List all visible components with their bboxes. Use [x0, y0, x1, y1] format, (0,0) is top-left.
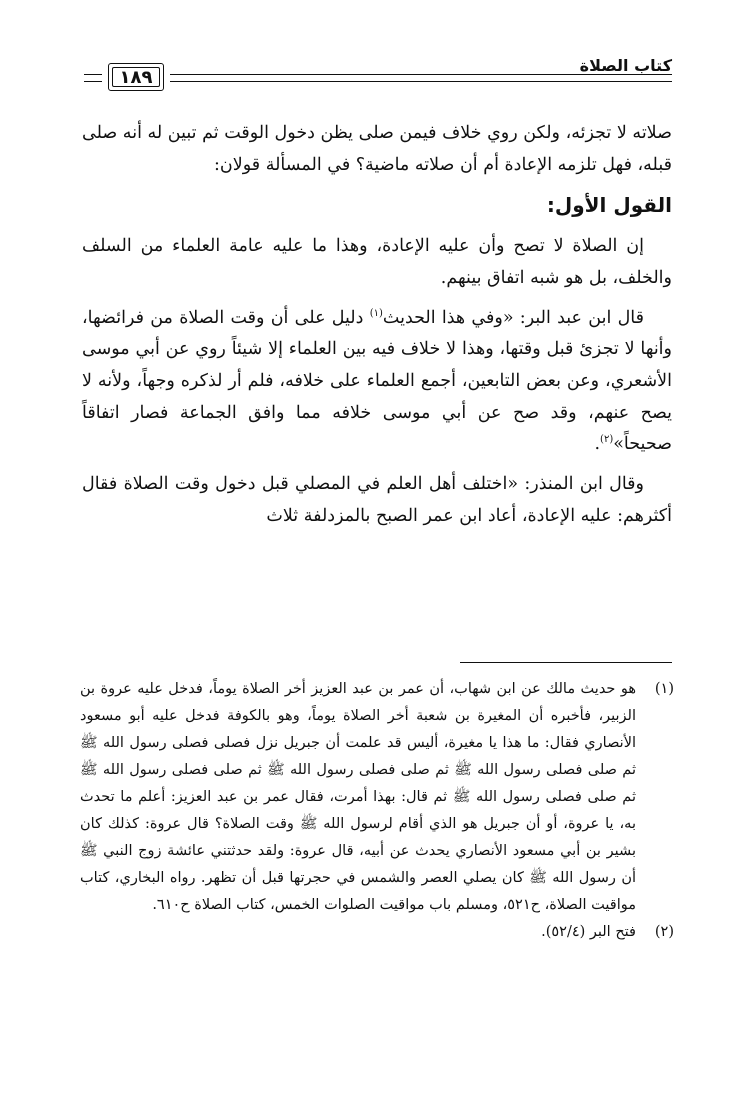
page-number [108, 63, 164, 91]
footnotes [80, 676, 674, 946]
footnote-text: هو حديث مالك عن ابن شهاب، أن عمر بن عبد العزيز أخر الصلاة يوماً، فدخل عليه عروة بن الزبير، فأخبره أن المغيرة بن شعبة أخر الصلاة يوماً، وهو بالكوفة فدخل عليه أبو مسعود الأنصاري فقال: ما هذا يا مغيرة، أليس قد علمت أن جبريل نزل فصلى فصلى رسول الله ﷺ ثم صلى فصلى رسول الله ﷺ ثم صلى فصلى رسول الله ﷺ ثم صلى فصلى رسول الله ﷺ ثم صلى فصلى رسول الله ﷺ ثم قال: بهذا أمرت، فقال عمر بن عبد العزيز: أعلم ما تحدث به، يا عروة، أو أن جبريل هو الذي أقام لرسول الله ﷺ وقت الصلاة؟ قال عروة: كذلك كان بشير بن أبي مسعود الأنصاري يحدث عن أبيه، قال عروة: ولقد حدثتني عائشة زوج النبي ﷺ أن رسول الله ﷺ كان يصلي العصر والشمس في حجرتها قبل أن تظهر. رواه البخاري، كتاب مواقيت الصلاة، ح٥٢١، ومسلم باب مواقيت الصلوات الخمس، كتاب الصلاة ح٦١٠. [80, 681, 636, 913]
footnote-1 [80, 676, 674, 919]
footnote-2 [80, 919, 674, 946]
paragraph-2: إن الصلاة لا تصح وأن عليه الإعادة، وهذا ما عليه عامة العلماء من السلف والخلف، بل هو شبه اتفاق بينهم. [82, 236, 672, 289]
main-text [82, 118, 672, 540]
footnote-text: فتح البر (٥٢/٤). [541, 923, 636, 940]
paragraph-3 [82, 303, 672, 461]
paragraph-4: وقال ابن المنذر: «اختلف أهل العلم في المصلي قبل دخول وقت الصلاة فقال أكثرهم: عليه الإعادة، أعاد ابن عمر الصبح بالمزدلفة ثلاث [82, 474, 672, 526]
footnote-number: (٢) [654, 923, 674, 940]
footnote-ref-2[interactable]: (٢) [600, 434, 614, 446]
header-rule [84, 74, 672, 82]
section-heading: القول الأول: [546, 193, 672, 218]
footnote-separator [460, 662, 672, 663]
paragraph-3-end: . [594, 434, 601, 455]
footnote-ref-1[interactable]: (١) [369, 307, 383, 319]
page-number-text: ١٨٩ [119, 66, 153, 88]
page-header [84, 50, 672, 98]
paragraph-3-part-b: دليل على أن وقت الصلاة من فرائضها، وأنها لا تجزئ قبل وقتها، وهذا لا خلاف فيه بين العلماء إلا شيئاً روي عن أبي موسى الأشعري، وعن بعض التابعين، أجمع العلماء على خلافه، فلم أر لذكره وجهاً، ولأنه لا يصح عنهم، وقد صح عن أبي موسى خلافه مما وافق الجماعة فصار اتفاقاً صحيحاً» [82, 307, 672, 455]
paragraph-1: صلاته لا تجزئه، ولكن روي خلاف فيمن صلى يظن دخول الوقت ثم تبين له أنه صلى قبله، فهل تلزمه الإعادة أم أن صلاته ماضية؟ في المسألة قولان: [82, 123, 672, 175]
paragraph-3-part-a: قال ابن عبد البر: «وفي هذا الحديث [382, 307, 644, 328]
footnote-number: (١) [654, 681, 674, 697]
running-title: كتاب الصلاة [579, 56, 672, 75]
